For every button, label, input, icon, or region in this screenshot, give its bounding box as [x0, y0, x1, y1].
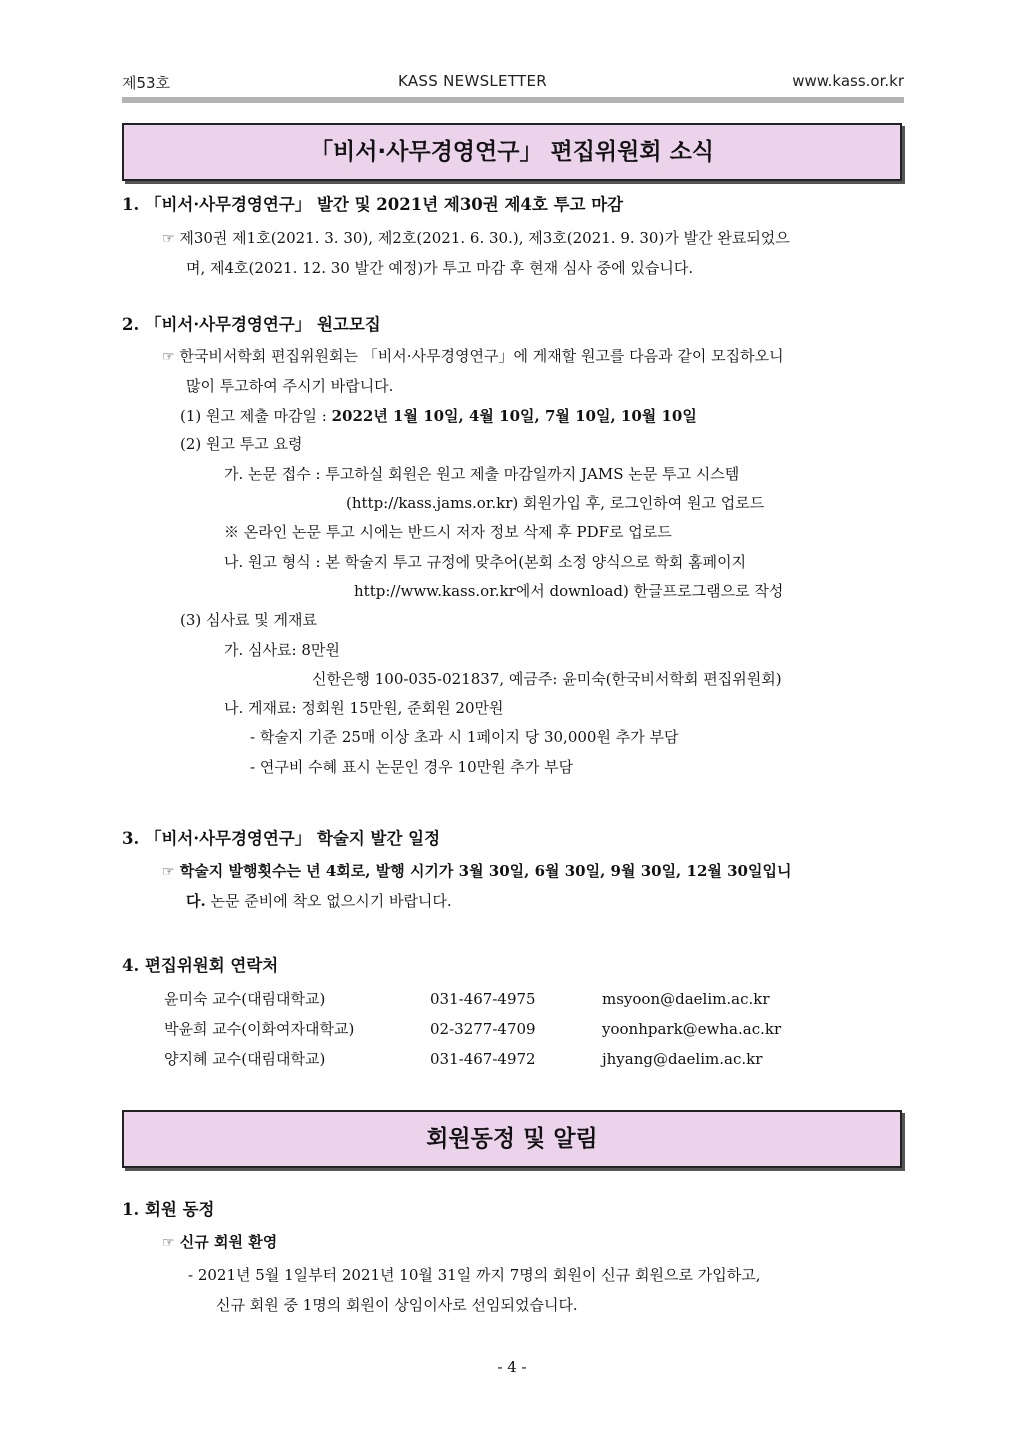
new-members-line1: - 2021년 5월 1일부터 2021년 10월 31일 까지 7명의 회원이 신규 회원으로 가입하고, — [188, 1266, 761, 1284]
new-members-row — [162, 1232, 277, 1253]
publication-fee-note1: - 학술지 기준 25매 이상 초과 시 1페이지 당 30,000원 추가 부담 — [250, 728, 679, 746]
deadline-label: (1) 원고 제출 마감일 : — [180, 407, 332, 425]
issue-number: 제53호 — [122, 74, 171, 92]
item4-heading: 4. 편집위원회 연락처 — [122, 956, 279, 975]
item1-line2: 며, 제4호(2021. 12. 30 발간 예정)가 투고 마감 후 현재 심사 중에 있습니다. — [186, 259, 694, 277]
item1-line1: 제30권 제1호(2021. 3. 30), 제2호(2021. 6. 30.), 제3호(2021. 9. 30)가 발간 완료되었으 — [179, 229, 790, 247]
requirement-a-line2: (http://kass.jams.or.kr) 회원가입 후, 로그인하여 원고 업로드 — [346, 494, 765, 512]
item1-heading: 1. 「비서·사무경영연구」 발간 및 2021년 제30권 제4호 투고 마감 — [122, 195, 624, 214]
item3-line2-row — [186, 891, 452, 911]
item1-line1-row — [162, 228, 790, 249]
item3-line1: 학술지 발행횟수는 년 4회로, 발행 시기가 3월 30일, 6월 30일, 9월 30일, 12월 30일입니 — [179, 862, 792, 880]
pointing-hand-icon: ☞ — [162, 1235, 175, 1251]
requirement-b-line2: http://www.kass.or.kr에서 download) 한글프로그램으로 작성 — [354, 582, 784, 600]
deadline-value: 2022년 1월 10일, 4월 10일, 7월 10일, 10월 10일 — [331, 407, 697, 425]
pointing-hand-icon: ☞ — [162, 864, 175, 880]
requirements-title: (2) 원고 투고 요령 — [180, 435, 303, 453]
new-members-line2: 신규 회원 중 1명의 회원이 상임이사로 선임되었습니다. — [216, 1296, 578, 1314]
page-number: - 4 - — [497, 1358, 527, 1376]
item2-heading: 2. 「비서·사무경영연구」 원고모집 — [122, 315, 381, 334]
section-title-editorial: 「비서·사무경영연구」 편집위원회 소식 — [122, 123, 902, 181]
members-heading: 1. 회원 동정 — [122, 1200, 215, 1219]
item3-line2-bold: 다. — [186, 892, 206, 910]
publication-fee: 나. 게재료: 정회원 15만원, 준회원 20만원 — [224, 699, 504, 717]
contact-email[interactable]: yoonhpark@ewha.ac.kr — [602, 1020, 782, 1038]
contact-name: 박윤희 교수(이화여자대학교) — [164, 1020, 355, 1038]
deadline-row — [180, 406, 697, 426]
fee-title: (3) 심사료 및 게재료 — [180, 611, 317, 629]
requirement-b-line1: 나. 원고 형식 : 본 학술지 투고 규정에 맞추어(본회 소정 양식으로 학회 홈페이지 — [224, 553, 747, 571]
review-fee: 가. 심사료: 8만원 — [224, 641, 340, 659]
requirement-a-line1: 가. 논문 접수 : 투고하실 회원은 원고 제출 마감일까지 JAMS 논문 투고 시스템 — [224, 465, 740, 483]
site-url: www.kass.or.kr — [792, 72, 904, 90]
item3-heading: 3. 「비서·사무경영연구」 학술지 발간 일정 — [122, 829, 441, 848]
item2-intro-row — [162, 346, 784, 367]
header-divider — [122, 97, 904, 103]
page-header — [122, 72, 904, 92]
item2-intro1: 한국비서학회 편집위원회는 「비서·사무경영연구」에 게재할 원고를 다음과 같이 모집하오니 — [179, 347, 784, 365]
section-title-members: 회원동정 및 알림 — [122, 1110, 902, 1168]
pointing-hand-icon: ☞ — [162, 349, 175, 365]
publication-fee-note2: - 연구비 수혜 표시 논문인 경우 10만원 추가 부담 — [250, 758, 574, 776]
contact-phone: 031-467-4975 — [430, 990, 536, 1008]
pointing-hand-icon: ☞ — [162, 231, 175, 247]
requirement-note: ※ 온라인 논문 투고 시에는 반드시 저자 정보 삭제 후 PDF로 업로드 — [224, 523, 672, 541]
item3-line1-row — [162, 861, 791, 882]
item3-line2-rest: 논문 준비에 착오 없으시기 바랍니다. — [205, 892, 452, 910]
contact-phone: 02-3277-4709 — [430, 1020, 536, 1038]
new-members-subheading: 신규 회원 환영 — [179, 1233, 278, 1251]
contact-name: 윤미숙 교수(대림대학교) — [164, 990, 326, 1008]
item2-intro2: 많이 투고하여 주시기 바랍니다. — [186, 377, 394, 395]
newsletter-title: KASS NEWSLETTER — [398, 72, 547, 90]
contact-email[interactable]: jhyang@daelim.ac.kr — [602, 1050, 763, 1068]
bank-account: 신한은행 100-035-021837, 예금주: 윤미숙(한국비서학회 편집위원회) — [312, 670, 782, 688]
contact-phone: 031-467-4972 — [430, 1050, 536, 1068]
contact-email[interactable]: msyoon@daelim.ac.kr — [602, 990, 770, 1008]
contact-name: 양지혜 교수(대림대학교) — [164, 1050, 326, 1068]
